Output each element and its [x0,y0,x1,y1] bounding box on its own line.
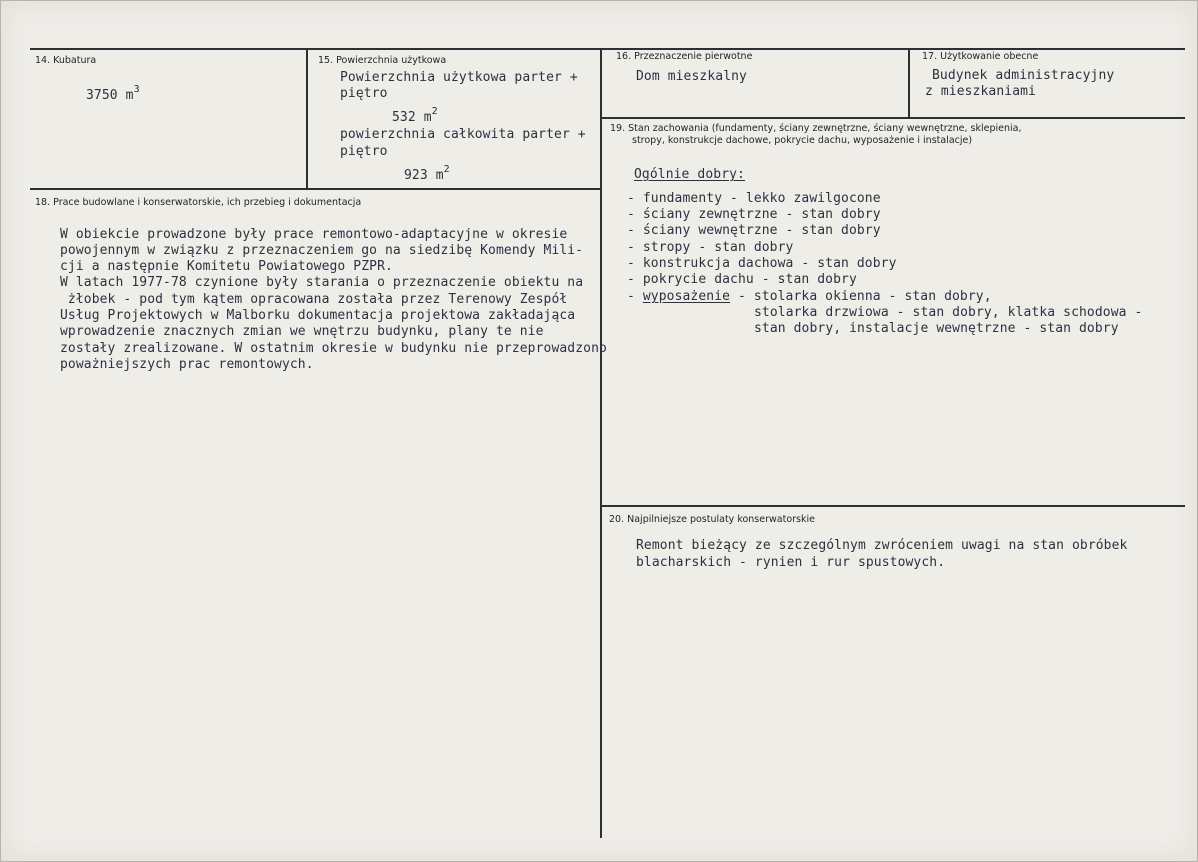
field-16-label: 16. Przeznaczenie pierwotne [616,51,753,62]
field-14-label: 14. Kubatura [35,55,97,66]
field-17-label: 17. Użytkowanie obecne [922,51,1039,62]
field-20-line1: Remont bieżący ze szczególnym zwróceniem uwagi na stan obróbek [636,538,1128,553]
field-18-line-2: powojennym w związku z przeznaczeniem go na siedzibę Komendy Mili- [60,243,584,258]
field-19-label-line2: stropy, konstrukcje dachowe, pokrycie dachu, wyposażenie i instalacje) [632,135,973,146]
field-19-item-6: - pokrycie dachu - stan dobry [627,272,857,287]
furnishing-dash: - [627,289,643,304]
field-15-area2 [404,164,450,185]
field-15-line3: powierzchnia całkowita parter + [340,127,586,142]
field-18-line-8: zostały zrealizowane. W ostatnim okresie w budynku nie przeprowadzono [60,341,607,356]
field-20-line2: blacharskich - rynien i rur spustowych. [636,555,946,570]
field-14-value [86,84,140,105]
field-20-label: 20. Najpilniejsze postulaty konserwatorskie [609,514,815,525]
left-column-divider [306,48,308,188]
field-19-item-3: - ściany wewnętrzne - stan dobry [627,223,881,238]
field-18-line-5: żłobek - pod tym kątem opracowana została przez Terenowy Zespół [60,292,568,307]
field-19-heading: Ogólnie dobry: [634,167,745,182]
field-18-line-7: wprowadzenie znacznych zmian we wnętrzu budynku, plany te nie [60,324,544,339]
left-mid-rule [30,188,600,190]
field-18-line-4: W latach 1977-78 czynione były starania o przeznaczenie obiektu na [60,275,584,290]
right-upper-rule [600,117,1185,119]
field-17-line2: z mieszkaniami [925,84,1036,99]
field-18-line-6: Usług Projektowych w Malborku dokumentacja projektowa zakładająca [60,308,576,323]
furnishing-windows: - stolarka okienna - stan dobry, [730,289,992,304]
field-15-line2: piętro [340,86,388,101]
volume-value: 3750 m [86,88,134,103]
field-18-line-3: cji a następnie Komitetu Powiatowego PZPR. [60,259,393,274]
field-19-item-2: - ściany zewnętrzne - stan dobry [627,207,881,222]
field-18-line-1: W obiekcie prowadzone były prace remontowo-adaptacyjne w okresie [60,227,568,242]
usable-area-value: 532 m [392,110,432,125]
top-rule [30,48,1185,50]
field-17-line1: Budynek administracyjny [932,68,1115,83]
field-19-item-7-cont-1: stolarka drzwiowa - stan dobry, klatka schodowa - [754,305,1143,320]
field-19-item-7-cont-2: stan dobry, instalacje wewnętrzne - stan dobry [754,321,1119,336]
field-15-label: 15. Powierzchnia użytkowa [318,55,447,66]
center-divider [600,48,602,838]
field-19-label-line1: 19. Stan zachowania (fundamenty, ściany zewnętrzne, ściany wewnętrzne, sklepienia, [610,123,1022,134]
field-18-line-9: poważniejszych prac remontowych. [60,357,314,372]
field-19-item-5: - konstrukcja dachowa - stan dobry [627,256,897,271]
total-area-value: 923 m [404,168,444,183]
volume-unit-exponent: 3 [133,84,140,95]
field-18-label: 18. Prace budowlane i konserwatorskie, ich przebieg i dokumentacja [35,197,362,208]
total-area-exponent: 2 [443,164,450,175]
field-19-item-7 [627,289,992,305]
right-column-divider [908,48,910,118]
furnishing-word: wyposażenie [642,289,731,304]
field-15-line4: piętro [340,144,388,159]
field-15-line1: Powierzchnia użytkowa parter + [340,70,578,85]
usable-area-exponent: 2 [431,106,438,117]
right-lower-rule [600,505,1185,507]
field-19-item-4: - stropy - stan dobry [627,240,794,255]
field-15-area1 [392,106,438,127]
field-16-value: Dom mieszkalny [636,69,747,84]
field-19-item-1: - fundamenty - lekko zawilgocone [627,191,881,206]
